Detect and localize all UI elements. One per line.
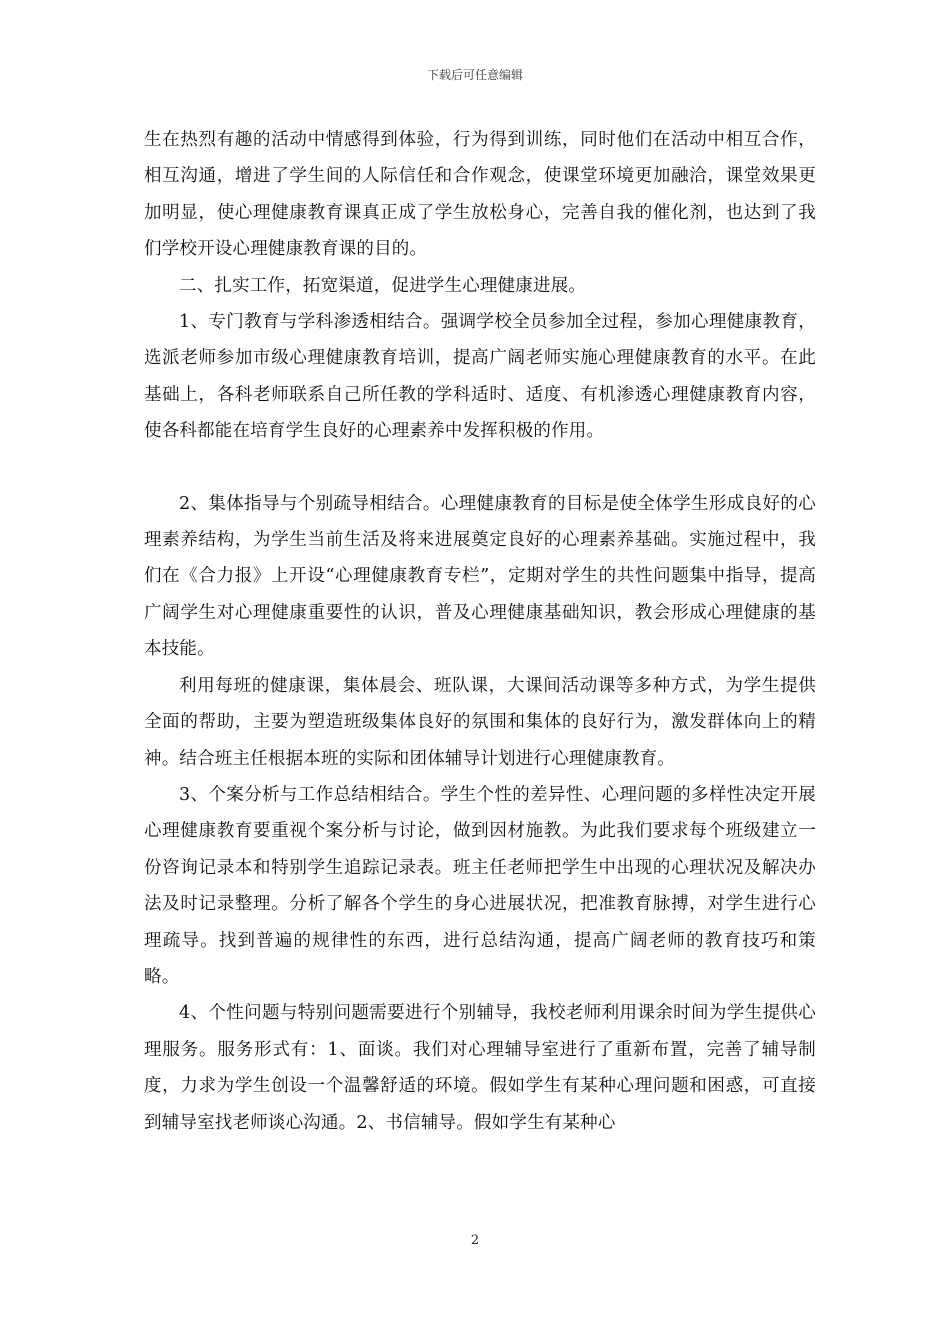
paragraph-item-4: 4、个性问题与特别问题需要进行个别辅导，我校老师利用课余时间为学生提供心理服务。服务形式有：1、面谈。我们对心理辅导室进行了重新布置，完善了辅导制度，力求为学生创设一个温馨舒适的环境。假如学生有某种心理问题和困惑，可直接到辅导室找老师谈心沟通。2、书信辅导。假如学生有某种心: [144, 1003, 816, 1133]
section-heading: 二、扎实工作，拓宽渠道，促进学生心理健康进展。: [179, 275, 587, 296]
paragraph-continuation: 生在热烈有趣的活动中情感得到体验，行为得到训练，同时他们在活动中相互合作，相互沟通，增进了学生间的人际信任和合作观念，使课堂环境更加融洽，课堂效果更加明显，使心理健康教育课真正成了学生放松身心，完善自我的催化剂，也达到了我们学校开设心理健康教育课的目的。: [144, 130, 816, 260]
document-body: [144, 122, 816, 1141]
page-number: 2: [470, 1233, 480, 1248]
page-header-note: 下载后可任意编辑: [426, 68, 523, 82]
paragraph-item-3: 3、个案分析与工作总结相结合。学生个性的差异性、心理问题的多样性决定开展心理健康教育要重视个案分析与讨论，做到因材施教。为此我们要求每个班级建立一份咨询记录本和特别学生追踪记录表。班主任老师把学生中出现的心理状况及解决办法及时记录整理。分析了解各个学生的身心进展状况，把准教育脉搏，对学生进行心理疏导。找到普遍的规律性的东西，进行总结沟通，提高广阔老师的教育技巧和策略。: [144, 784, 816, 987]
paragraph-item-1: 1、专门教育与学科渗透相结合。强调学校全员参加全过程，参加心理健康教育，选派老师参加市级心理健康教育培训，提高广阔老师实施心理健康教育的水平。在此基础上，各科老师联系自己所任教的学科适时、适度、有机渗透心理健康教育内容，使各科都能在培育学生良好的心理素养中发挥积极的作用。: [144, 312, 816, 442]
paragraph-item-2-detail: 利用每班的健康课，集体晨会、班队课，大课间活动课等多种方式，为学生提供全面的帮助，主要为塑造班级集体良好的氛围和集体的良好行为，激发群体向上的精神。结合班主任根据本班的实际和团体辅导计划进行心理健康教育。: [144, 675, 816, 769]
paragraph-item-2: 2、集体指导与个别疏导相结合。心理健康教育的目标是使全体学生形成良好的心理素养结构，为学生当前生活及将来进展奠定良好的心理素养基础。实施过程中，我们在《合力报》上开设“心理健康教育专栏”，定期对学生的共性问题集中指导，提高广阔学生对心理健康重要性的认识，普及心理健康基础知识，教会形成心理健康的基本技能。: [144, 493, 816, 660]
